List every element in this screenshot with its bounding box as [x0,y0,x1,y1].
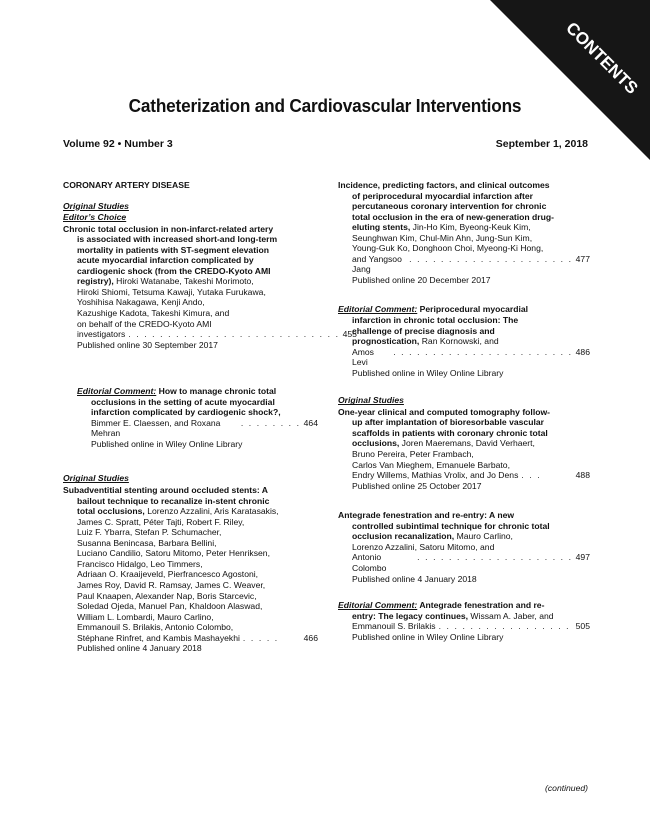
page-line: Endry Willems, Mathias Vrolix, and Jo Dens . . . 488 [352,470,590,481]
right-column [338,180,590,642]
article-entry[interactable]: One-year clinical and computed tomography follow- up after implantation of bioresorbable vascular scaffolds in patients with coronary chronic total occlusions, Joren Maeremans, David Verhaert, Bruno Pereira, Peter Frambach, Carlos Van Mieghem, Emanuele Barbato, Endry Willems, Mathias Vrolix, and Jo Dens . . . 488 Published online 25 October 2017 [338,406,590,491]
page-number[interactable]: 466 [303,632,318,643]
article-authors: Jin-Ho Kim, Byeong-Keuk Kim, [410,222,531,233]
editorial-comment-label: Editorial Comment: [338,600,418,611]
subheading-original-studies: Original Studies [63,473,129,484]
editorial-comment-entry[interactable] [338,304,590,378]
article-title[interactable]: Periprocedural myocardial infarction in chronic total occlusion: The challenge of precise diagnosis and prognostication, [352,304,529,347]
article-title[interactable]: Incidence, predicting factors, and clinical outcomes of periprocedural myocardial infarction after percutaneous coronary intervention for chronic total occlusion in the era of new-generation drug- eluting stents, [338,180,554,233]
page-number[interactable]: 464 [303,417,318,428]
published-date: Published online 4 January 2018 [352,573,477,584]
published-date: Published online 20 December 2017 [352,274,491,285]
published-date: Published online 30 September 2017 [77,339,218,350]
continued-note: (continued) [545,783,588,793]
article-authors: Mauro Carlino, [454,531,513,542]
page-number[interactable]: 455 [342,329,357,340]
page-number[interactable]: 505 [575,621,590,632]
page-line: Antonio Colombo . . . . . . . . . . . . . . . . . . . . 497 [352,552,590,573]
left-column [63,180,357,654]
page-line: and Yangsoo Jang . . . . . . . . . . . . . . . . . . . . . 477 [352,253,590,275]
subheading-original-studies: Original Studies [63,200,129,211]
published-date: Published online 4 January 2018 [77,643,202,654]
article-title[interactable]: Subadventitial stenting around occluded stents: A bailout technique to recanalize in-stent chronic total occlusions, [63,485,270,517]
article-entry[interactable]: Subadventitial stenting around occluded stents: A bailout technique to recanalize in-stent chronic total occlusions, Lorenzo Azzalini, Aris Karatasakis, James C. Spratt, Péter Tajti, Robert F. Riley, Luiz F. Ybarra, Stefan P. Schumacher, Susanna Benincasa, Barbara Bellini, Luciano Candilio, Satoru Mitomo, Peter Henriksen, Francisco Hidalgo, Leo Timmers, Adriaan O. Kraaijeveld, Pierfrancesco Agostoni, James Roy, David R. Ramsay, James C. Weaver, Paul Knaapen, Alexander Nap, Boris Starcevic, Soledad Ojeda, Manuel Pan, Khaldoon Alaswad, William L. Lombardi, Mauro Carlino, Emmanouil S. Brilakis, Antonio Colombo, Stéphane Rinfret, and Kambis Mashayekhi . . . . . 466 Published online 4 January 2018 [63,485,318,654]
editorial-comment-entry[interactable] [338,600,590,642]
article-title[interactable]: Antegrade fenestration and re-entry: A new controlled subintimal technique for chronic total occlusion recanalization, [338,510,550,542]
page-line: Emmanouil S. Brilakis . . . . . . . . . . . . . . . . . 505 [352,621,590,632]
published-date: Published online in Wiley Online Library [91,438,243,449]
published-date: Published online in Wiley Online Library [352,631,504,642]
page-line: investigators . . . . . . . . . . . . . . . . . . . . . . . . . . . 455 [77,329,357,340]
journal-title: Catheterization and Cardiovascular Interventions [128,95,522,116]
page-number[interactable]: 488 [575,470,590,481]
page-line: Stéphane Rinfret, and Kambis Mashayekhi . . . . . 466 [77,632,318,643]
article-authors: Lorenzo Azzalini, Aris Karatasakis, [144,506,279,517]
article-authors: Ran Kornowski, and [419,336,499,347]
published-date: Published online in Wiley Online Library [352,367,504,378]
page-number[interactable]: 497 [575,552,590,563]
page-number[interactable]: 477 [575,253,590,264]
article-title[interactable]: One-year clinical and computed tomography follow- up after implantation of bioresorbable vascular scaffolds in patients with coronary chronic total occlusions, [338,406,551,449]
article-title[interactable]: Antegrade fenestration and re- entry: The legacy continues, [352,600,545,621]
editorial-comment-label: Editorial Comment: [77,386,157,397]
issue-date: September 1, 2018 [495,138,588,150]
article-authors: Wissam A. Jaber, and [468,610,554,621]
published-date: Published online 25 October 2017 [352,480,482,491]
article-entry[interactable]: Incidence, predicting factors, and clinical outcomes of periprocedural myocardial infarction after percutaneous coronary intervention for chronic total occlusion in the era of new-generation drug- eluting stents, Jin-Ho Kim, Byeong-Keuk Kim, Seunghwan Kim, Chul-Min Ahn, Jung-Sun Kim, Young-Guk Ko, Donghoon Choi, Myeong-Ki Hong, and Yangsoo Jang . . . . . . . . . . . . . . . . . . . . . 477 Published online 20 December 2017 [338,180,590,285]
article-title[interactable]: How to manage chronic total occlusions in the setting of acute myocardial infarction complicated by cardiogenic shock?, [91,386,281,418]
editorial-comment-label: Editorial Comment: [338,304,418,315]
page-number[interactable]: 486 [575,346,590,357]
article-entry[interactable]: Antegrade fenestration and re-entry: A new controlled subintimal technique for chronic total occlusion recanalization, Mauro Carlino, Lorenzo Azzalini, Satoru Mitomo, and Antonio Colombo . . . . . . . . . . . . . . . . . . . . 497 Published online 4 January 2018 [338,510,590,584]
article-entry[interactable]: Chronic total occlusion in non-infarct-related artery is associated with increased short-and long-term mortality in patients with ST-segment elevation acute myocardial infarction complicated by cardiogenic shock (from the CREDO-Kyoto AMI registry), Hiroki Watanabe, Takeshi Morimoto, Hiroki Shiomi, Tetsuma Kawaji, Yutaka Furukawa, Yoshihisa Nakagawa, Kenji Ando, Kazushige Kadota, Takeshi Kimura, and on behalf of the CREDO-Kyoto AMI investigators . . . . . . . . . . . . . . . . . . . . . . . . . . . 455 Published online 30 September 2017 [63,223,357,350]
page-line: Amos Levi . . . . . . . . . . . . . . . . . . . . . . . 486 [352,346,590,368]
volume-number: Volume 92 • Number 3 [63,138,173,150]
contents-label: CONTENTS [562,18,642,98]
subheading-editors-choice: Editor’s Choice [63,212,127,223]
page-line: Bimmer E. Claessen, and Roxana Mehran . . . . . . . . 464 [91,417,318,439]
article-authors: Joren Maeremans, David Verhaert, [399,438,535,449]
section-heading: CORONARY ARTERY DISEASE [63,180,190,190]
editorial-comment-entry[interactable] [63,386,318,449]
article-title[interactable]: Chronic total occlusion in non-infarct-related artery is associated with increased short-and long-term mortality in patients with ST-segment elevation acute myocardial infarction complicated by cardiogenic shock (from the CREDO-Kyoto AMI registry), [63,223,278,287]
subheading-original-studies: Original Studies [338,395,404,406]
article-authors: Hiroki Watanabe, Takeshi Morimoto, [113,276,254,287]
